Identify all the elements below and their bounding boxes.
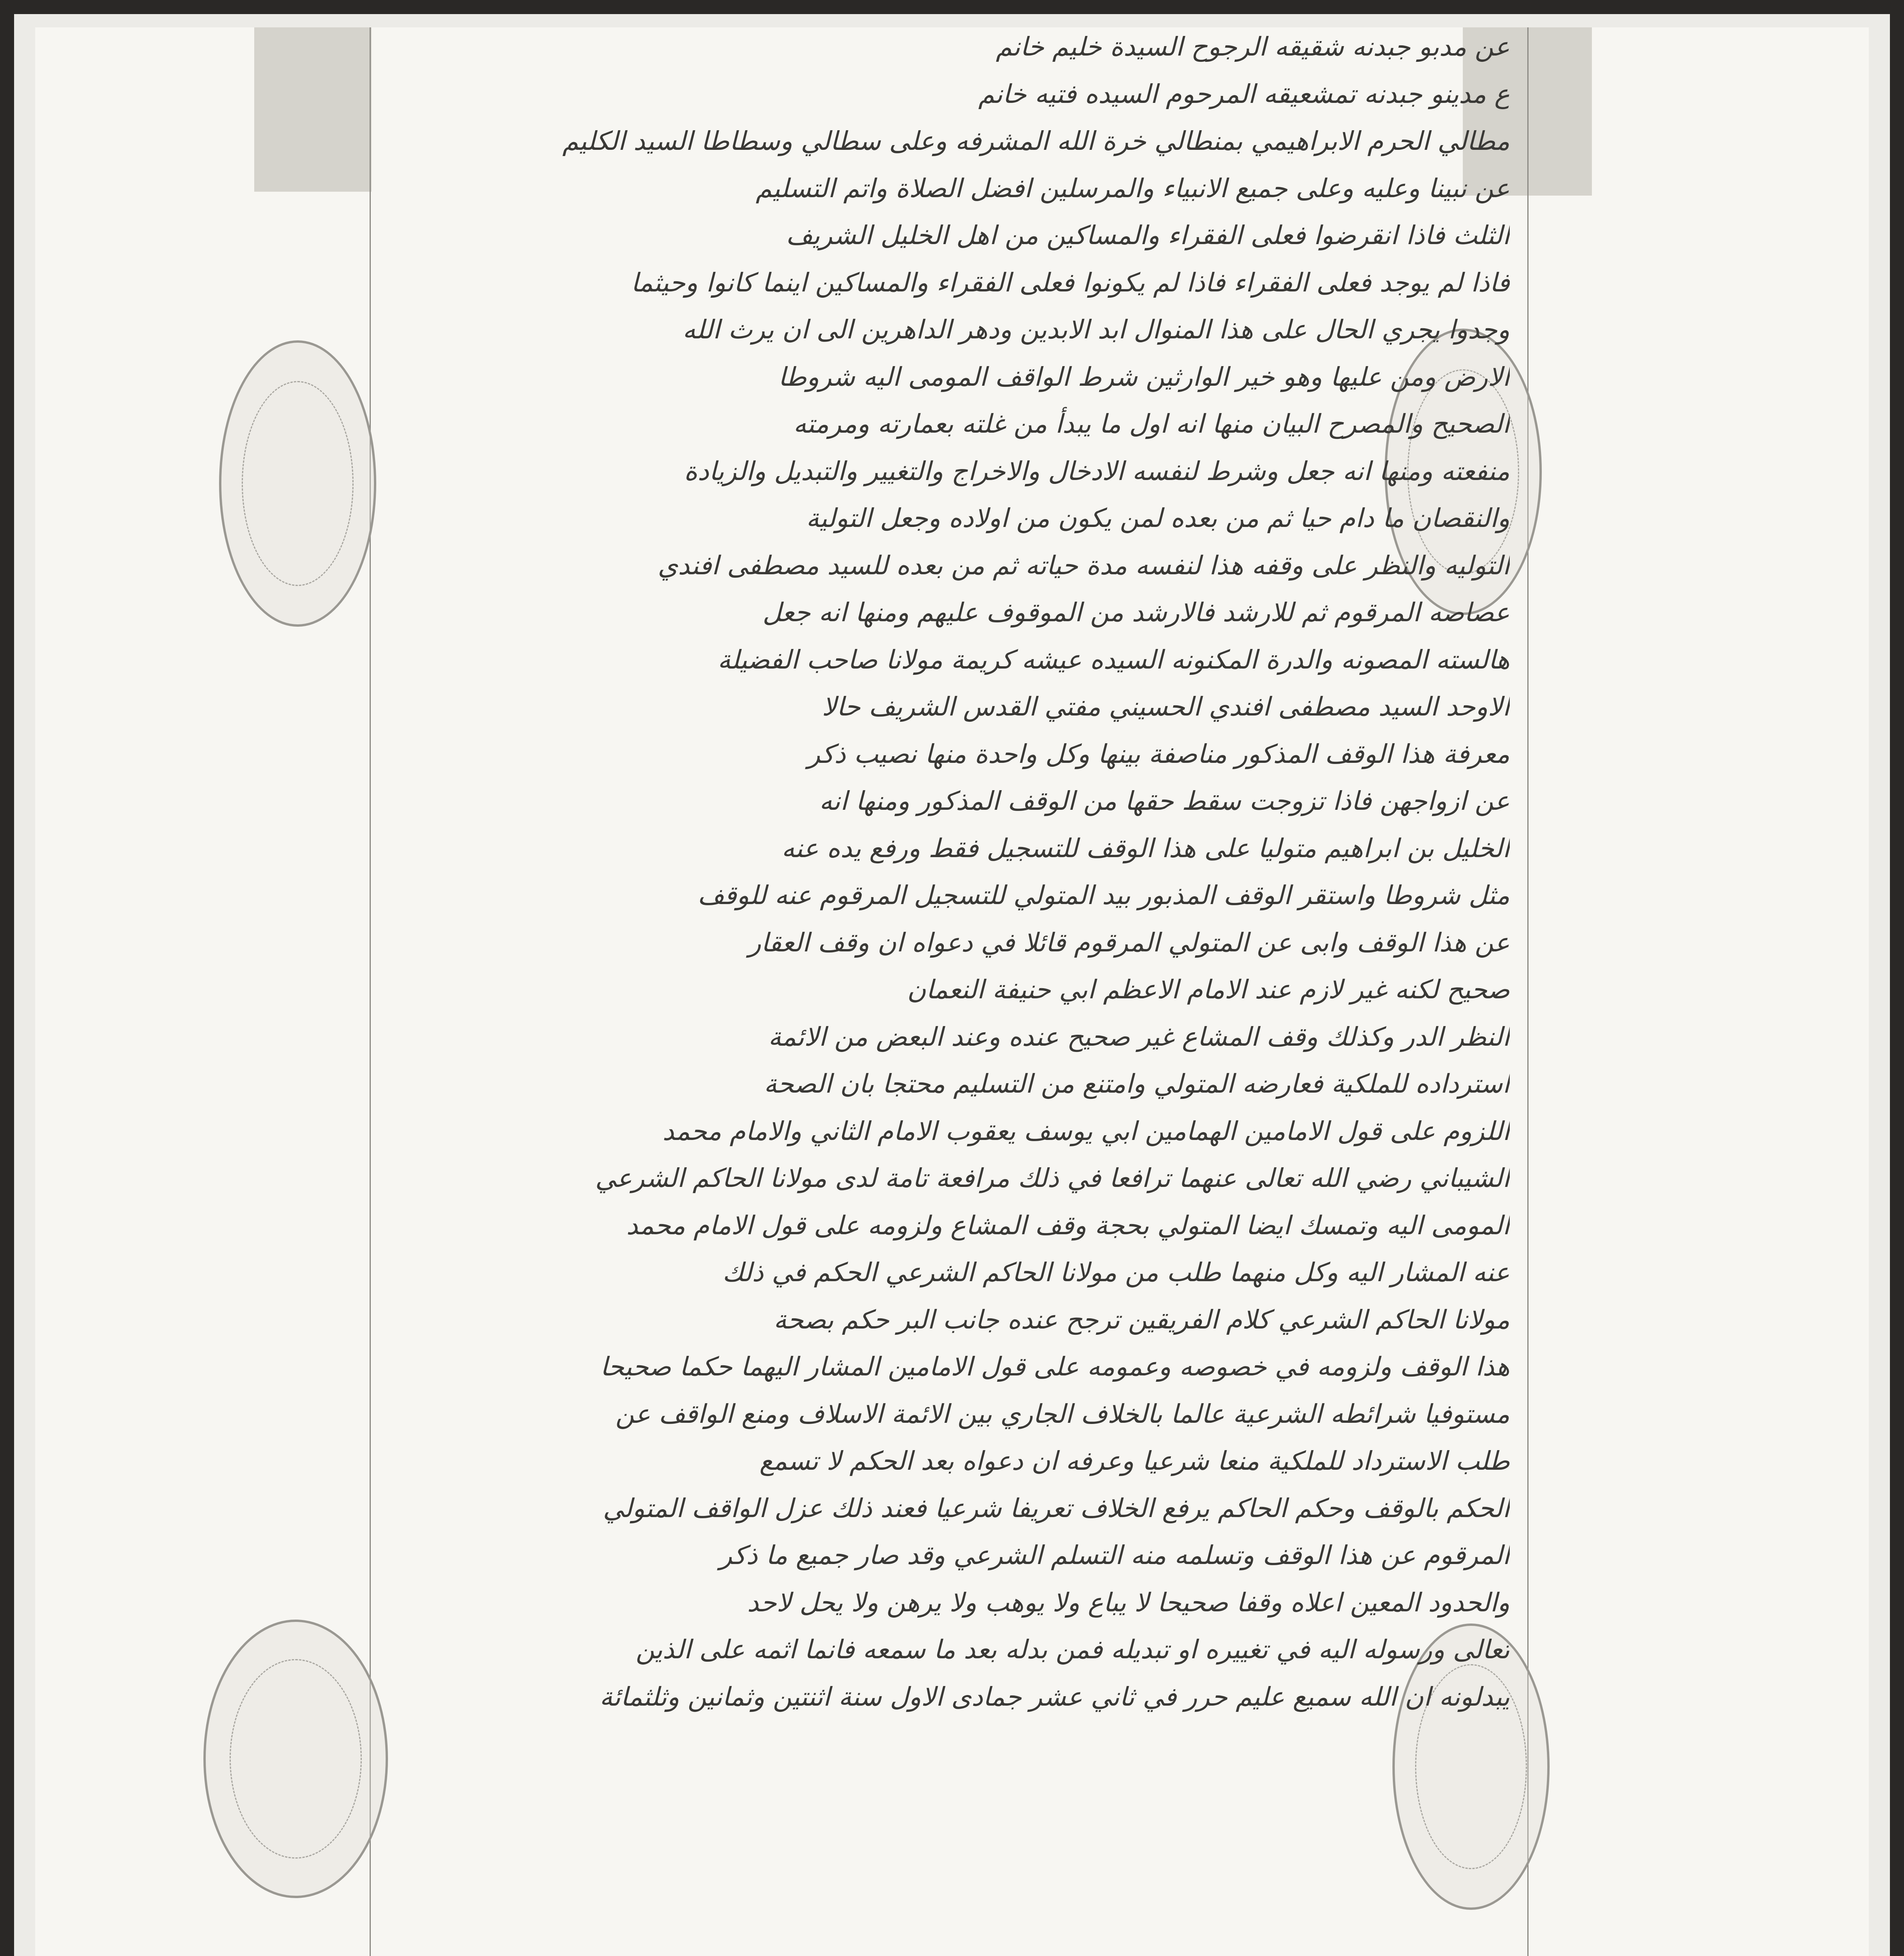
text-line: الحكم بالوقف وحكم الحاكم يرفع الخلاف تعريفا شرعيا فعند ذلك عزل الواقف المتولي <box>603 1493 1510 1523</box>
text-line: عنه المشار اليه وكل منهما طلب من مولانا الحاكم الشرعي الحكم في ذلك <box>722 1257 1510 1287</box>
text-line: هالسته المصونه والدرة المكنونه السيده عيشه كريمة مولانا صاحب الفضيلة <box>717 644 1510 675</box>
text-line: المومى اليه وتمسك ايضا المتولي بحجة وقف المشاع ولزومه على قول الامام محمد <box>626 1210 1510 1240</box>
text-line: الصحيح والمصرح البيان منها انه اول ما يبدأ من غلته بعمارته ومرمته <box>793 409 1510 439</box>
text-line: تعالى ورسوله اليه في تغييره او تبديله فمن بدله بعد ما سمعه فانما اثمه على الذين <box>636 1634 1510 1665</box>
text-line: معرفة هذا الوقف المذكور مناصفة بينها وكل واحدة منها نصيب ذكر <box>808 739 1510 769</box>
text-line: عن هذا الوقف وابى عن المتولي المرقوم قائلا في دعواه ان وقف العقار <box>748 927 1510 958</box>
text-line: مستوفيا شرائطه الشرعية عالما بالخلاف الجاري بين الائمة الاسلاف ومنع الواقف عن <box>615 1399 1510 1429</box>
seal-stamp <box>203 1620 388 1898</box>
text-line: النظر الدر وكذلك وقف المشاع غير صحيح عنده وعند البعض من الائمة <box>768 1021 1510 1052</box>
text-line: الثلث فاذا انقرضوا فعلى الفقراء والمساكين من اهل الخليل الشريف <box>786 220 1510 250</box>
text-line: الشيباني رضي الله تعالى عنهما ترافعا في ذلك مرافعة تامة لدى مولانا الحاكم الشرعي <box>595 1163 1510 1193</box>
text-line: عن نبينا وعليه وعلى جميع الانبياء والمرسلين افضل الصلاة واتم التسليم <box>756 173 1510 203</box>
text-line: صحيح لكنه غير لازم عند الامام الاعظم ابي حنيفة النعمان <box>907 974 1510 1005</box>
text-line: المرقوم عن هذا الوقف وتسلمه منه التسلم الشرعي وقد صار جميع ما ذكر <box>719 1540 1510 1570</box>
text-line: التوليه والنظر على وقفه هذا لنفسه مدة حياته ثم من بعده للسيد مصطفى افندي <box>657 550 1510 581</box>
text-line: اللزوم على قول الامامين الهمامين ابي يوسف يعقوب الامام الثاني والامام محمد <box>662 1116 1510 1146</box>
text-line: وجدوا يجري الحال على هذا المنوال ابد الابدين ودهر الداهرين الى ان يرث الله <box>683 315 1510 345</box>
text-line: استرداده للملكية فعارضه المتولي وامتنع من التسليم محتجا بان الصحة <box>764 1069 1510 1099</box>
text-line: طلب الاسترداد للملكية منعا شرعيا وعرفه ان دعواه بعد الحكم لا تسمع <box>759 1446 1510 1476</box>
tape-strip-left <box>254 27 372 192</box>
text-line: مثل شروطا واستقر الوقف المذبور بيد المتولي للتسجيل المرقوم عنه للوقف <box>697 880 1510 910</box>
margin-rule-left <box>370 27 371 1956</box>
text-line: مولانا الحاكم الشرعي كلام الفريقين ترجح عنده جانب البر حكم بصحة <box>773 1304 1510 1335</box>
text-line: هذا الوقف ولزومه في خصوصه وعمومه على قول الامامين المشار اليهما حكما صحيحا <box>600 1352 1510 1382</box>
seal-stamp <box>219 340 376 627</box>
text-line: فاذا لم يوجد فعلى الفقراء فاذا لم يكونوا فعلى الفقراء والمساكين اينما كانوا وحيثما <box>631 267 1510 298</box>
text-line: والنقصان ما دام حيا ثم من بعده لمن يكون من اولاده وجعل التولية <box>806 503 1510 533</box>
text-line: يبدلونه ان الله سميع عليم حرر في ثاني عشر جمادى الاول سنة اثنتين وثمانين وثلثمائة <box>599 1681 1510 1712</box>
text-line: ع مدينو جبدنه تمشعيقه المرحوم السيده فتيه خانم <box>978 79 1510 109</box>
handwritten-text <box>407 23 1510 1956</box>
text-line: مطالي الحرم الابراهيمي بمنطالي خرة الله المشرفه وعلى سطالي وسطاطا السيد الكليم <box>562 126 1510 156</box>
text-line: والحدود المعين اعلاه وقفا صحيحا لا يباع ولا يوهب ولا يرهن ولا يحل لاحد <box>747 1587 1510 1618</box>
text-line: عن ازواجهن فاذا تزوجت سقط حقها من الوقف المذكور ومنها انه <box>819 786 1510 816</box>
text-line: الاوحد السيد مصطفى افندي الحسيني مفتي القدس الشريف حالا <box>822 692 1510 722</box>
text-line: منفعته ومنها انه جعل وشرط لنفسه الادخال والاخراج والتغيير والتبديل والزيادة <box>684 456 1510 486</box>
text-line: عن مدبو جبدنه شقيقه الرجوح السيدة خليم خانم <box>996 32 1510 62</box>
text-line: الخليل بن ابراهيم متوليا على هذا الوقف للتسجيل فقط ورفع يده عنه <box>781 833 1510 863</box>
text-line: عصاصه المرقوم ثم للارشد فالارشد من الموقوف عليهم ومنها انه جعل <box>762 597 1510 627</box>
text-line: الارض ومن عليها وهو خير الوارثين شرط الواقف المومى اليه شروطا <box>778 361 1510 392</box>
